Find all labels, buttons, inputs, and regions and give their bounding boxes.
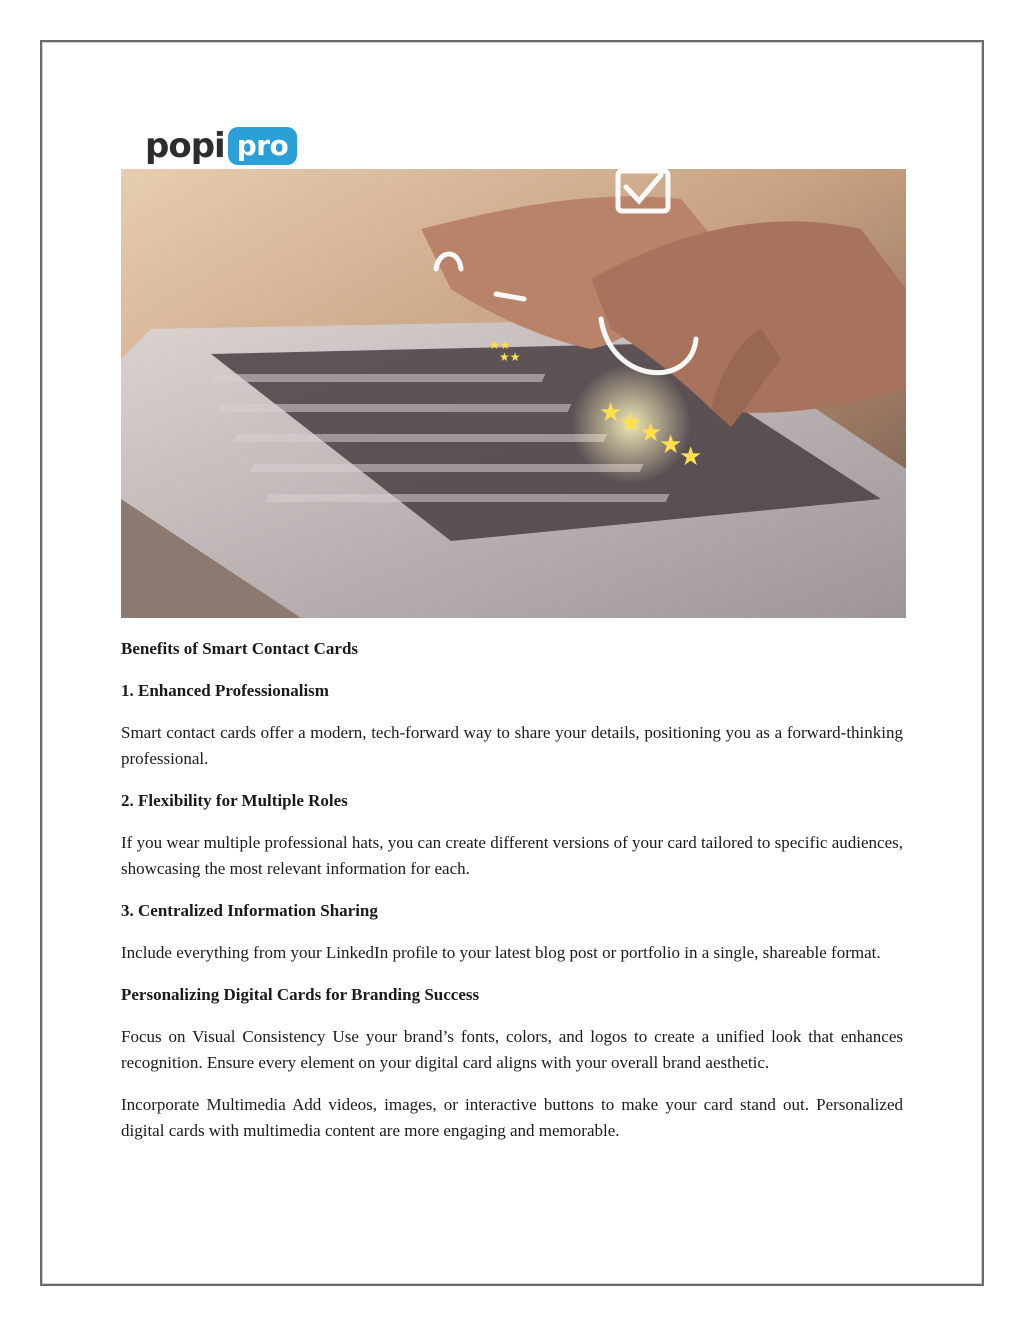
svg-text:★: ★ [639, 418, 663, 448]
section-heading: 1. Enhanced Professionalism [121, 681, 329, 700]
svg-text:★★: ★★ [499, 350, 521, 364]
hero-image [121, 169, 906, 618]
article-body [121, 636, 903, 1160]
svg-text:★: ★ [619, 408, 643, 438]
svg-text:★: ★ [599, 398, 623, 428]
svg-text:★★: ★★ [489, 338, 511, 352]
section-heading: Benefits of Smart Contact Cards [121, 639, 359, 658]
section-heading: 3. Centralized Information Sharing [121, 901, 378, 920]
body-paragraph: If you wear multiple professional hats, you can create different versions of your card tailored to specific audiences, showcasing the most relevant information for each. [121, 833, 903, 878]
svg-text:★: ★ [679, 442, 703, 472]
logo-text-popi: popi [145, 126, 225, 166]
svg-text:★: ★ [659, 430, 683, 460]
section-heading: 2. Flexibility for Multiple Roles [121, 791, 348, 810]
body-paragraph: Smart contact cards offer a modern, tech-forward way to share your details, positioning you as a forward-thinking professional. [121, 723, 903, 768]
body-paragraph: Incorporate Multimedia Add videos, images, or interactive buttons to make your card stand out. Personalized digital cards with multimedia content are more engaging and memorable. [121, 1095, 903, 1140]
body-paragraph: Focus on Visual Consistency Use your brand’s fonts, colors, and logos to create a unified look that enhances recognition. Ensure every element on your digital card aligns with your overall brand aesthetic. [121, 1027, 903, 1072]
logo-badge-pro: pro [228, 127, 298, 165]
hero-illustration [121, 169, 906, 618]
popipro-logo [145, 124, 297, 168]
section-heading: Personalizing Digital Cards for Branding Success [121, 985, 480, 1004]
body-paragraph: Include everything from your LinkedIn profile to your latest blog post or portfolio in a single, shareable format. [121, 943, 881, 962]
